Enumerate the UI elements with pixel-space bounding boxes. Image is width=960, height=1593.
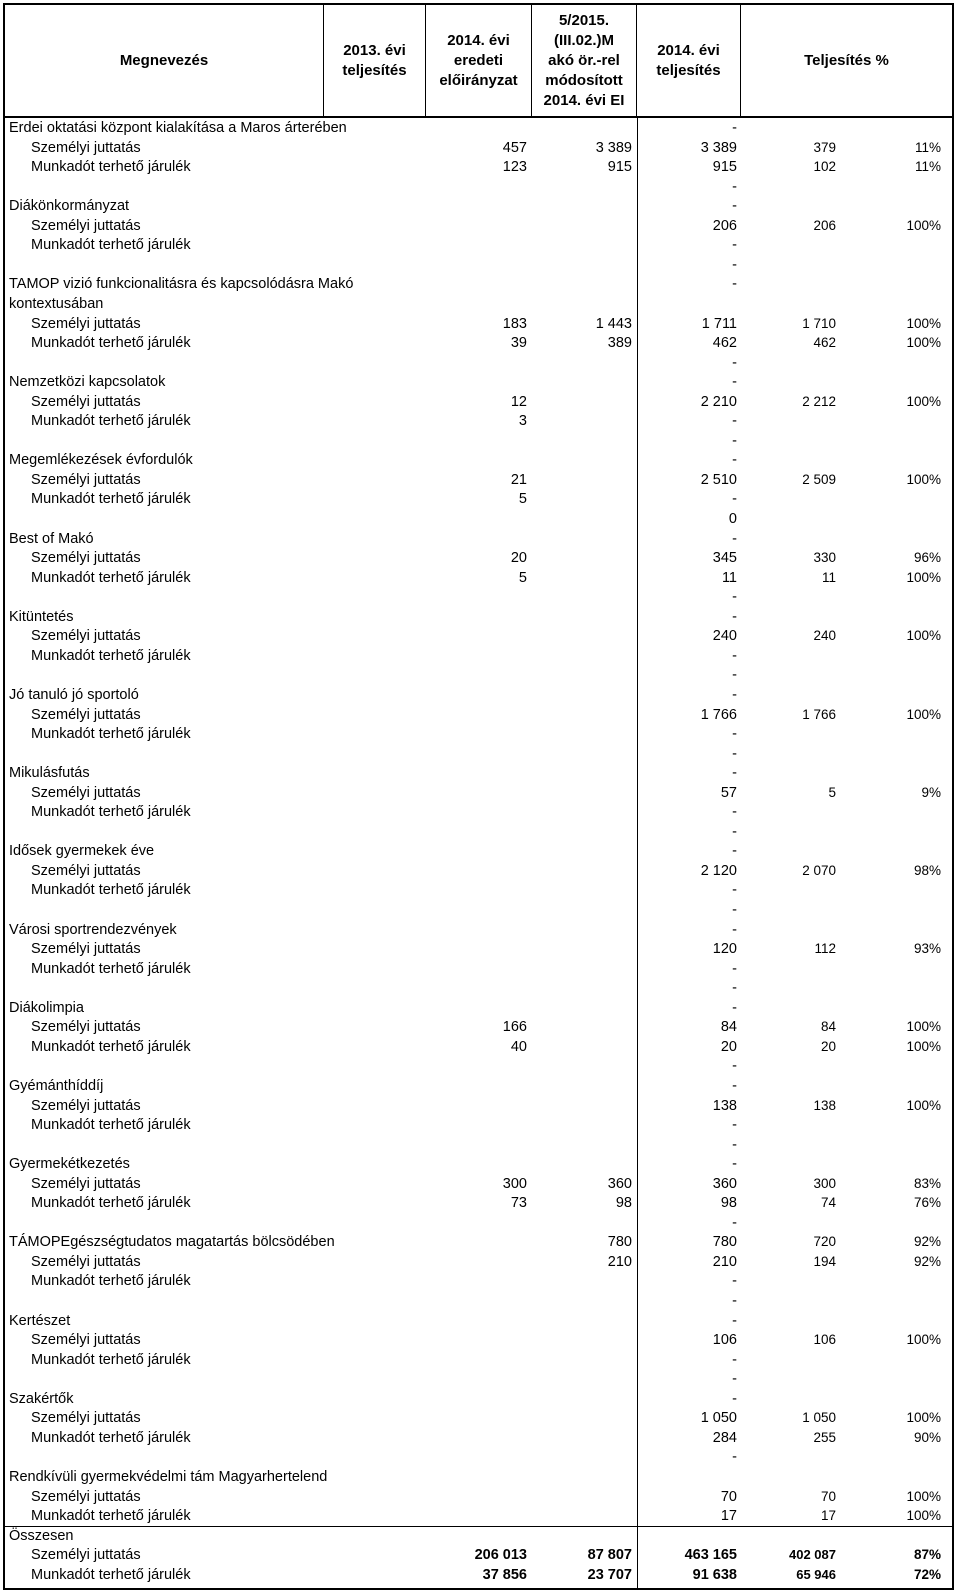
row-label: Munkadót terhető járulék bbox=[31, 804, 191, 821]
cell-c1: 206 013 bbox=[474, 1547, 527, 1564]
cell-c2: 780 bbox=[607, 1234, 632, 1251]
cell-c3: - bbox=[732, 374, 737, 391]
row-label: kontextusában bbox=[9, 295, 104, 312]
spacer-row bbox=[5, 587, 952, 607]
cell-c5: 96% bbox=[913, 550, 941, 566]
row-label: Városi sportrendezvények bbox=[9, 921, 177, 938]
section-row bbox=[5, 1154, 952, 1174]
spacer-row bbox=[5, 255, 952, 275]
cell-c4: 720 bbox=[813, 1234, 836, 1250]
table-row bbox=[5, 1487, 952, 1507]
cell-c1: 166 bbox=[502, 1019, 527, 1036]
spacer-row bbox=[5, 744, 952, 764]
spacer-row bbox=[5, 665, 952, 685]
row-label: Idősek gyermekek éve bbox=[9, 843, 155, 860]
cell-c2: 360 bbox=[607, 1175, 632, 1192]
row-label: Személyi juttatás bbox=[31, 862, 141, 879]
row-label: Munkadót terhető járulék bbox=[31, 960, 191, 977]
row-label: TAMOP vizió funkcionalitásra és kapcsolódásra Makó bbox=[9, 276, 354, 293]
table-row bbox=[5, 880, 952, 900]
spacer-row bbox=[5, 1291, 952, 1311]
cell-c4: 11 bbox=[821, 569, 836, 585]
row-label: Munkadót terhető járulék bbox=[31, 159, 191, 176]
table-row bbox=[5, 392, 952, 412]
cell-c5: 100% bbox=[906, 1019, 941, 1035]
header-name: Megnevezés bbox=[5, 5, 324, 116]
cell-c3: 106 bbox=[712, 1332, 737, 1349]
table-row bbox=[5, 138, 952, 158]
row-label: Rendkívüli gyermekvédelmi tám Magyarhertelend bbox=[9, 1468, 328, 1485]
cell-c3: - bbox=[732, 843, 737, 860]
table-row bbox=[5, 1330, 952, 1350]
section-row bbox=[5, 685, 952, 705]
table-row bbox=[5, 411, 952, 431]
cell-c3: - bbox=[732, 1371, 737, 1388]
cell-c1: 73 bbox=[510, 1195, 527, 1212]
table-row bbox=[5, 216, 952, 236]
cell-c5: 9% bbox=[921, 784, 941, 800]
cell-c4: 2 509 bbox=[802, 471, 836, 487]
cell-c1: 12 bbox=[510, 393, 527, 410]
cell-c5: 11% bbox=[914, 159, 941, 175]
header-percent: Teljesítés % bbox=[804, 51, 889, 69]
cell-c4: 1 050 bbox=[802, 1410, 836, 1426]
table-row bbox=[5, 1193, 952, 1213]
cell-c3: - bbox=[732, 608, 737, 625]
cell-c2: 98 bbox=[615, 1195, 632, 1212]
row-label: TÁMOPEgészségtudatos magatartás bölcsödében bbox=[9, 1234, 335, 1251]
cell-c3: 70 bbox=[720, 1488, 737, 1505]
table-row bbox=[5, 1115, 952, 1135]
row-label: Munkadót terhető járulék bbox=[31, 335, 191, 352]
cell-c4: 379 bbox=[813, 139, 836, 155]
section-row bbox=[5, 529, 952, 549]
table-row bbox=[5, 1545, 952, 1565]
cell-c5: 100% bbox=[906, 471, 941, 487]
row-label: Kertészet bbox=[9, 1312, 71, 1329]
spacer-row bbox=[5, 177, 952, 197]
table-row bbox=[5, 861, 952, 881]
table-row bbox=[5, 1350, 952, 1370]
cell-c5: 100% bbox=[906, 569, 941, 585]
table-row bbox=[5, 802, 952, 822]
cell-c4: 402 087 bbox=[789, 1547, 836, 1563]
cell-c3: - bbox=[732, 1273, 737, 1290]
section-row bbox=[5, 1232, 952, 1252]
section-row bbox=[5, 1467, 952, 1487]
cell-c3: - bbox=[732, 1293, 737, 1309]
row-label: Munkadót terhető járulék bbox=[31, 1195, 191, 1212]
cell-c3: 3 389 bbox=[700, 139, 737, 156]
cell-c5: 90% bbox=[913, 1429, 941, 1445]
cell-c3: - bbox=[732, 726, 737, 743]
cell-c1: 40 bbox=[510, 1038, 527, 1055]
cell-c3: - bbox=[732, 902, 737, 918]
cell-c3: 20 bbox=[720, 1038, 737, 1055]
cell-c3: - bbox=[732, 1136, 737, 1153]
table-row bbox=[5, 959, 952, 979]
cell-c3: - bbox=[732, 804, 737, 821]
row-label: Személyi juttatás bbox=[31, 706, 141, 723]
cell-c5: 100% bbox=[906, 217, 941, 233]
cell-c3: - bbox=[732, 980, 737, 997]
row-label: Személyi juttatás bbox=[31, 1488, 141, 1505]
cell-c5: 92% bbox=[913, 1253, 941, 1269]
table-row bbox=[5, 489, 952, 509]
table-row bbox=[5, 1037, 952, 1057]
row-label: Személyi juttatás bbox=[31, 217, 141, 234]
row-label: Nemzetközi kapcsolatok bbox=[9, 374, 166, 391]
cell-c1: 300 bbox=[502, 1175, 527, 1192]
row-label: Munkadót terhető járulék bbox=[31, 413, 191, 430]
table-row bbox=[5, 568, 952, 588]
cell-c3: 240 bbox=[712, 628, 737, 645]
table-row bbox=[5, 1428, 952, 1448]
row-label: Személyi juttatás bbox=[31, 1019, 141, 1036]
table-header bbox=[5, 5, 952, 118]
cell-c1: 183 bbox=[502, 315, 527, 332]
row-label: Személyi juttatás bbox=[31, 1410, 141, 1427]
cell-c2: 23 707 bbox=[587, 1566, 632, 1583]
row-label: Összesen bbox=[9, 1527, 74, 1544]
row-label: Személyi juttatás bbox=[31, 550, 141, 567]
cell-c3: - bbox=[732, 1058, 737, 1075]
cell-c1: 39 bbox=[510, 335, 527, 352]
row-label: Szakértők bbox=[9, 1390, 74, 1407]
header-2014-original: 2014. évi eredeti előirányzat bbox=[426, 5, 532, 116]
section-row bbox=[5, 274, 952, 294]
row-label: Munkadót terhető járulék bbox=[31, 569, 191, 586]
cell-c3: - bbox=[732, 667, 737, 684]
cell-c3: 360 bbox=[712, 1175, 737, 1192]
cell-c4: 106 bbox=[813, 1332, 836, 1348]
table-row bbox=[5, 646, 952, 666]
spacer-row bbox=[5, 1213, 952, 1233]
cell-c3: 2 120 bbox=[700, 862, 737, 879]
cell-c3: - bbox=[732, 198, 737, 215]
row-label: Személyi juttatás bbox=[31, 1332, 141, 1349]
section-row bbox=[5, 1526, 952, 1546]
cell-c4: 20 bbox=[820, 1038, 836, 1054]
cell-c4: 1 766 bbox=[802, 706, 836, 722]
cell-c3: - bbox=[732, 120, 737, 136]
cell-c4: 255 bbox=[813, 1429, 836, 1445]
header-2014-performance: 2014. évi teljesítés bbox=[637, 5, 741, 116]
section-row bbox=[5, 450, 952, 470]
cell-c5: 100% bbox=[906, 315, 941, 331]
cell-c3: 210 bbox=[712, 1253, 737, 1270]
cell-c5: 72% bbox=[913, 1566, 941, 1582]
cell-c5: 98% bbox=[913, 862, 941, 878]
cell-c3: 11 bbox=[721, 569, 737, 586]
cell-c3: 98 bbox=[720, 1195, 737, 1212]
table-row bbox=[5, 1096, 952, 1116]
row-label: Gyémánthíddíj bbox=[9, 1077, 104, 1094]
row-label: Személyi juttatás bbox=[31, 784, 141, 801]
cell-c4: 462 bbox=[813, 335, 836, 351]
table-row bbox=[5, 314, 952, 334]
cell-c4: 84 bbox=[820, 1019, 836, 1035]
row-label: Személyi juttatás bbox=[31, 139, 141, 156]
cell-c2: 210 bbox=[607, 1253, 632, 1270]
cell-c5: 100% bbox=[906, 1508, 941, 1524]
spacer-row bbox=[5, 1369, 952, 1389]
cell-c5: 100% bbox=[906, 335, 941, 351]
cell-c3: - bbox=[732, 745, 737, 762]
table-row bbox=[5, 1408, 952, 1428]
section-row bbox=[5, 841, 952, 861]
row-label: Munkadót terhető járulék bbox=[31, 726, 191, 743]
table-row bbox=[5, 1017, 952, 1037]
cell-c3: - bbox=[732, 823, 737, 840]
cell-c3: 2 210 bbox=[700, 393, 737, 410]
cell-c3: 462 bbox=[712, 335, 737, 352]
cell-c4: 240 bbox=[813, 628, 836, 644]
row-label: Munkadót terhető járulék bbox=[31, 1566, 191, 1583]
row-label: Erdei oktatási központ kialakítása a Maros árterében bbox=[9, 120, 347, 136]
cell-c1: 457 bbox=[502, 139, 527, 156]
cell-c4: 5 bbox=[828, 784, 836, 800]
row-label: Mikulásfutás bbox=[9, 765, 90, 782]
row-label: Személyi juttatás bbox=[31, 471, 141, 488]
cell-c4: 300 bbox=[813, 1175, 836, 1191]
cell-c4: 1 710 bbox=[802, 315, 836, 331]
cell-c5: 100% bbox=[906, 1410, 941, 1426]
section-row bbox=[5, 196, 952, 216]
table-row bbox=[5, 1174, 952, 1194]
cell-c3: - bbox=[732, 1351, 737, 1368]
cell-c1: 123 bbox=[502, 159, 527, 176]
cell-c4: 2 212 bbox=[802, 393, 836, 409]
cell-c3: 915 bbox=[712, 159, 737, 176]
cell-c3: 120 bbox=[712, 941, 737, 958]
cell-c3: - bbox=[732, 1449, 737, 1466]
section-row bbox=[5, 920, 952, 940]
table-row bbox=[5, 783, 952, 803]
table-row bbox=[5, 939, 952, 959]
cell-c4: 17 bbox=[820, 1508, 836, 1524]
cell-c2: 87 807 bbox=[587, 1547, 632, 1564]
section-row bbox=[5, 1076, 952, 1096]
table-row bbox=[5, 157, 952, 177]
cell-c3: - bbox=[732, 530, 737, 547]
row-label: Munkadót terhető járulék bbox=[31, 1429, 191, 1446]
header-modified: 5/2015.(III.02.)M akó ör.-rel módosított 2014. évi EI bbox=[532, 5, 637, 116]
row-label: Kitüntetés bbox=[9, 608, 74, 625]
cell-c3: - bbox=[732, 882, 737, 899]
cell-c5: 100% bbox=[906, 1488, 941, 1504]
table-row bbox=[5, 1252, 952, 1272]
table-row bbox=[5, 626, 952, 646]
cell-c3: - bbox=[732, 237, 737, 254]
cell-c3: - bbox=[732, 1214, 737, 1231]
row-label: Munkadót terhető járulék bbox=[31, 1273, 191, 1290]
row-label: Személyi juttatás bbox=[31, 941, 141, 958]
spacer-row bbox=[5, 353, 952, 373]
spacer-row bbox=[5, 431, 952, 451]
table-row bbox=[5, 1565, 952, 1585]
cell-c3: - bbox=[732, 452, 737, 469]
cell-c4: 194 bbox=[813, 1253, 836, 1269]
cell-c4: 2 070 bbox=[802, 862, 836, 878]
spacer-row bbox=[5, 822, 952, 842]
cell-c3: - bbox=[732, 999, 737, 1016]
cell-c4: 206 bbox=[813, 217, 836, 233]
cell-c1: 5 bbox=[518, 491, 527, 508]
row-label: Személyi juttatás bbox=[31, 1253, 141, 1270]
cell-c4: 102 bbox=[813, 159, 836, 175]
cell-c3: 780 bbox=[712, 1234, 737, 1251]
spacer-row bbox=[5, 1056, 952, 1076]
cell-c5: 93% bbox=[913, 941, 941, 957]
cell-c3: 17 bbox=[720, 1508, 737, 1525]
cell-c3: - bbox=[732, 1156, 737, 1173]
row-label: Személyi juttatás bbox=[31, 628, 141, 645]
cell-c1: 21 bbox=[510, 471, 527, 488]
cell-c3: 1 711 bbox=[701, 315, 737, 332]
cell-c3: 1 766 bbox=[700, 706, 737, 723]
spacer-row bbox=[5, 1447, 952, 1467]
cell-c3: - bbox=[732, 960, 737, 977]
cell-c3: - bbox=[732, 765, 737, 782]
row-label: Személyi juttatás bbox=[31, 315, 141, 332]
section-row bbox=[5, 607, 952, 627]
row-label: Személyi juttatás bbox=[31, 1547, 141, 1564]
spacer-row bbox=[5, 509, 952, 529]
cell-c3: - bbox=[732, 276, 737, 293]
cell-c3: - bbox=[732, 686, 737, 703]
row-label: Diákönkormányzat bbox=[9, 198, 130, 215]
spacer-row bbox=[5, 1135, 952, 1155]
row-label: Munkadót terhető járulék bbox=[31, 1508, 191, 1525]
cell-c5: 100% bbox=[906, 1097, 941, 1113]
cell-c1: 5 bbox=[518, 569, 527, 586]
row-label: Gyermekétkezetés bbox=[9, 1156, 130, 1173]
cell-c4: 65 946 bbox=[796, 1566, 836, 1582]
row-label: Személyi juttatás bbox=[31, 393, 141, 410]
cell-c3: 91 638 bbox=[692, 1566, 737, 1583]
cell-c2: 3 389 bbox=[595, 139, 632, 156]
row-label: Munkadót terhető járulék bbox=[31, 237, 191, 254]
cell-c3: - bbox=[732, 354, 737, 371]
table-row bbox=[5, 1506, 952, 1526]
cell-c3: - bbox=[732, 178, 737, 195]
cell-c5: 11% bbox=[914, 139, 941, 155]
table-row bbox=[5, 1271, 952, 1291]
section-row bbox=[5, 294, 952, 314]
table-row bbox=[5, 548, 952, 568]
cell-c3: 284 bbox=[712, 1429, 737, 1446]
table-row bbox=[5, 724, 952, 744]
totals-divider bbox=[5, 1526, 952, 1527]
cell-c5: 76% bbox=[913, 1195, 941, 1211]
cell-c1: 3 bbox=[518, 413, 527, 430]
header-2013: 2013. évi teljesítés bbox=[324, 5, 426, 116]
spacer-row bbox=[5, 978, 952, 998]
row-label: Munkadót terhető járulék bbox=[31, 882, 191, 899]
section-row bbox=[5, 118, 952, 138]
cell-c3: 345 bbox=[712, 550, 737, 567]
cell-c5: 100% bbox=[906, 706, 941, 722]
cell-c4: 138 bbox=[813, 1097, 836, 1113]
section-row bbox=[5, 1311, 952, 1331]
row-label: Megemlékezések évfordulók bbox=[9, 452, 193, 469]
cell-c5: 83% bbox=[913, 1175, 941, 1191]
cell-c4: 112 bbox=[814, 941, 836, 957]
cell-c2: 1 443 bbox=[595, 315, 632, 332]
row-label: Munkadót terhető járulék bbox=[31, 1117, 191, 1134]
column-divider bbox=[637, 118, 638, 1590]
cell-c3: - bbox=[732, 647, 737, 664]
cell-c4: 74 bbox=[820, 1195, 836, 1211]
cell-c3: 463 165 bbox=[684, 1547, 737, 1564]
table-row bbox=[5, 470, 952, 490]
section-row bbox=[5, 763, 952, 783]
cell-c3: 1 050 bbox=[700, 1410, 737, 1427]
cell-c5: 100% bbox=[906, 1332, 941, 1348]
cell-c3: - bbox=[732, 491, 737, 508]
row-label: Személyi juttatás bbox=[31, 1097, 141, 1114]
cell-c3: - bbox=[732, 1077, 737, 1094]
cell-c5: 100% bbox=[906, 1038, 941, 1054]
cell-c3: 138 bbox=[712, 1097, 737, 1114]
table-row bbox=[5, 235, 952, 255]
row-label: Diákolimpia bbox=[9, 999, 84, 1016]
cell-c5: 100% bbox=[906, 628, 941, 644]
cell-c3: - bbox=[732, 1390, 737, 1407]
cell-c3: - bbox=[732, 256, 737, 273]
table-row bbox=[5, 333, 952, 353]
cell-c2: 915 bbox=[607, 159, 632, 176]
cell-c3: 57 bbox=[720, 784, 737, 801]
cell-c3: - bbox=[732, 921, 737, 938]
cell-c3: - bbox=[732, 413, 737, 430]
cell-c5: 100% bbox=[906, 393, 941, 409]
row-label: Best of Makó bbox=[9, 530, 94, 547]
table-row bbox=[5, 705, 952, 725]
row-label: Munkadót terhető járulék bbox=[31, 1038, 191, 1055]
cell-c3: 0 bbox=[728, 511, 737, 527]
cell-c3: 84 bbox=[720, 1019, 737, 1036]
cell-c1: 20 bbox=[510, 550, 527, 567]
budget-table bbox=[3, 3, 954, 1590]
cell-c3: 206 bbox=[712, 217, 737, 234]
cell-c2: 389 bbox=[607, 335, 632, 352]
cell-c3: 2 510 bbox=[700, 471, 737, 488]
cell-c4: 70 bbox=[820, 1488, 836, 1504]
row-label: Munkadót terhető járulék bbox=[31, 1351, 191, 1368]
section-row bbox=[5, 372, 952, 392]
cell-c5: 92% bbox=[913, 1234, 941, 1250]
row-label: Jó tanuló jó sportoló bbox=[9, 686, 139, 703]
row-label: Munkadót terhető járulék bbox=[31, 491, 191, 508]
cell-c5: 87% bbox=[913, 1547, 941, 1563]
cell-c3: - bbox=[732, 1117, 737, 1134]
cell-c3: - bbox=[732, 589, 737, 606]
cell-c3: - bbox=[732, 432, 737, 449]
cell-c3: - bbox=[732, 1312, 737, 1329]
section-row bbox=[5, 1389, 952, 1409]
cell-c1: 37 856 bbox=[482, 1566, 527, 1583]
section-row bbox=[5, 998, 952, 1018]
cell-c4: 330 bbox=[813, 550, 836, 566]
spacer-row bbox=[5, 900, 952, 920]
row-label: Személyi juttatás bbox=[31, 1175, 141, 1192]
row-label: Munkadót terhető járulék bbox=[31, 647, 191, 664]
